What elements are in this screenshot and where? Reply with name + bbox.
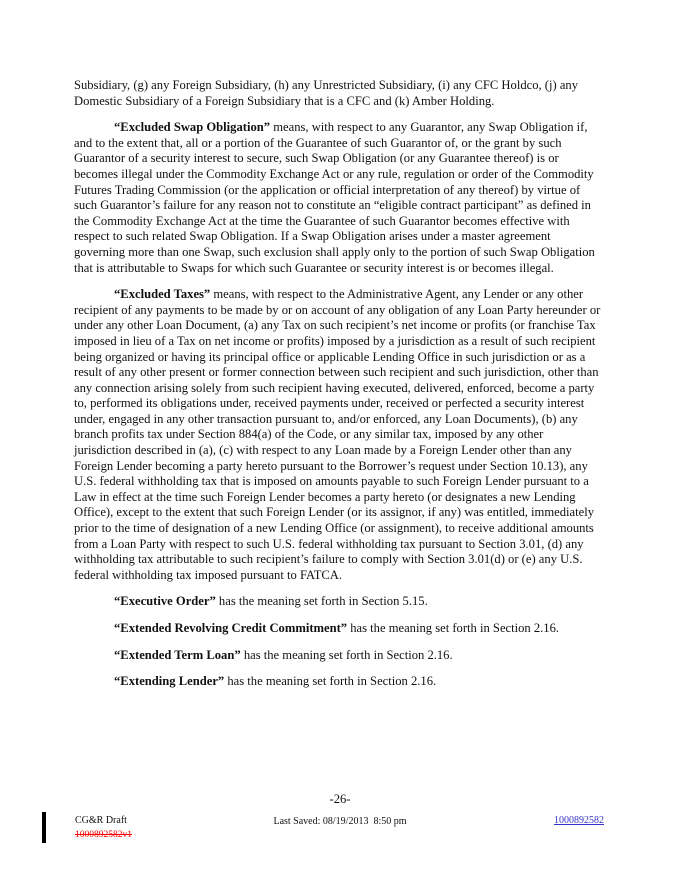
paragraph-excluded-swap-obligation: [74, 120, 602, 276]
paragraph-extended-revolving-credit-commitment: [74, 621, 602, 637]
paragraph-text: means, with respect to any Guarantor, any Swap Obligation if, and to the extent that, all or a portion of the Guarantee of such Guarantor of, or the grant by such Guarantor of a security interest to secure, such Swap Obligation (or any Guarantee thereof) is or becomes illegal under the Commodity Exchange Act or any rule, regulation or order of the Commodity Futures Trading Commission (or the application or official interpretation of any thereof) by virtue of such Guarantor’s failure for any reason not to constitute an “eligible contract participant” as defined in the Commodity Exchange Act at the time the Guarantee of such Guarantor becomes effective with respect to such related Swap Obligation. If a Swap Obligation arises under a master agreement governing more than one Swap, such exclusion shall apply only to the portion of such Swap Obligation that is attributable to Swaps for which such Guarantee or security interest is or becomes illegal.: [74, 120, 595, 275]
paragraph-text: has the meaning set forth in Section 2.16.: [240, 647, 453, 662]
footer-doc-id-link-container: [554, 815, 604, 826]
paragraph-extending-lender: [74, 674, 602, 690]
defined-term: “Extended Term Loan”: [114, 647, 241, 662]
defined-term: “Extended Revolving Credit Commitment”: [114, 621, 348, 635]
footer-last-saved: Last Saved: 08/19/2013 8:50 pm: [273, 816, 407, 827]
paragraph-excluded-taxes: [74, 287, 602, 583]
paragraph-executive-order: [74, 594, 602, 610]
defined-term: “Extending Lender”: [114, 674, 225, 689]
paragraph-text: means, with respect to the Administrative Agent, any Lender or any other recipient of any payments to be made by or on account of any obligation of any Loan Party hereunder or under any other Loan Document, (a) any Tax on such recipient’s net income or profits (or franchise Tax imposed in lieu of a Tax on net income or profits) imposed by a jurisdiction as a result of such recipient being organized or having its principal office or applicable Lending Office in such jurisdiction or as a result of any other present or former connection between such recipient and such jurisdiction, other than any connection arising solely from such recipient having executed, delivered, enforced, become a party to, performed its obligations under, received payments under, received or perfected a security interest under, engaged in any other transaction pursuant to, and/or enforced, any Loan Documents), (b) any branch profits tax under Section 884(a) of the Code, or any similar tax, imposed by any other jurisdiction described in (a), (c) with respect to any Loan made by a Foreign Lender other than any Foreign Lender becoming a party hereto pursuant to the Borrower’s request under Section 10.13), any U.S. federal withholding tax that is imposed on amounts payable to such Foreign Lender pursuant to a Law in effect at the time such Foreign Lender becomes a party hereto (or designates a new Lending Office), except to the extent that such Foreign Lender (or its assignor, if any) was entitled, immediately prior to the time of designation of a new Lending Office (or assignment), to receive additional amounts from a Loan Party with respect to such U.S. federal withholding tax pursuant to Section 3.01, (d) any withholding tax attributable to such recipient’s failure to comply with Section 3.01(d) or (e) any U.S. federal withholding tax imposed pursuant to FATCA.: [74, 287, 601, 582]
defined-term: “Executive Order”: [114, 594, 216, 609]
footer-draft-label: CG&R Draft: [75, 815, 127, 826]
paragraph-text: has the meaning set forth in Section 5.15.: [215, 594, 428, 609]
page-number: -26-: [329, 792, 351, 806]
paragraph-subsidiary-continuation: [74, 78, 602, 109]
paragraph-extended-term-loan: [74, 648, 602, 664]
defined-term: “Excluded Taxes”: [114, 287, 211, 302]
footer-struck-doc-id: 1000892582v1: [75, 830, 132, 840]
doc-id-link[interactable]: 1000892582: [554, 815, 604, 826]
defined-term: “Excluded Swap Obligation”: [114, 120, 271, 135]
document-body: [74, 78, 602, 701]
paragraph-text: has the meaning set forth in Section 2.16.: [347, 621, 560, 635]
paragraph-text: has the meaning set forth in Section 2.16.: [224, 674, 437, 689]
paragraph-text: Subsidiary, (g) any Foreign Subsidiary, (h) any Unrestricted Subsidiary, (i) any CFC Holdco, (j) any Domestic Subsidiary of a Foreign Subsidiary that is a CFC and (k) Amber Holding.: [74, 78, 579, 108]
